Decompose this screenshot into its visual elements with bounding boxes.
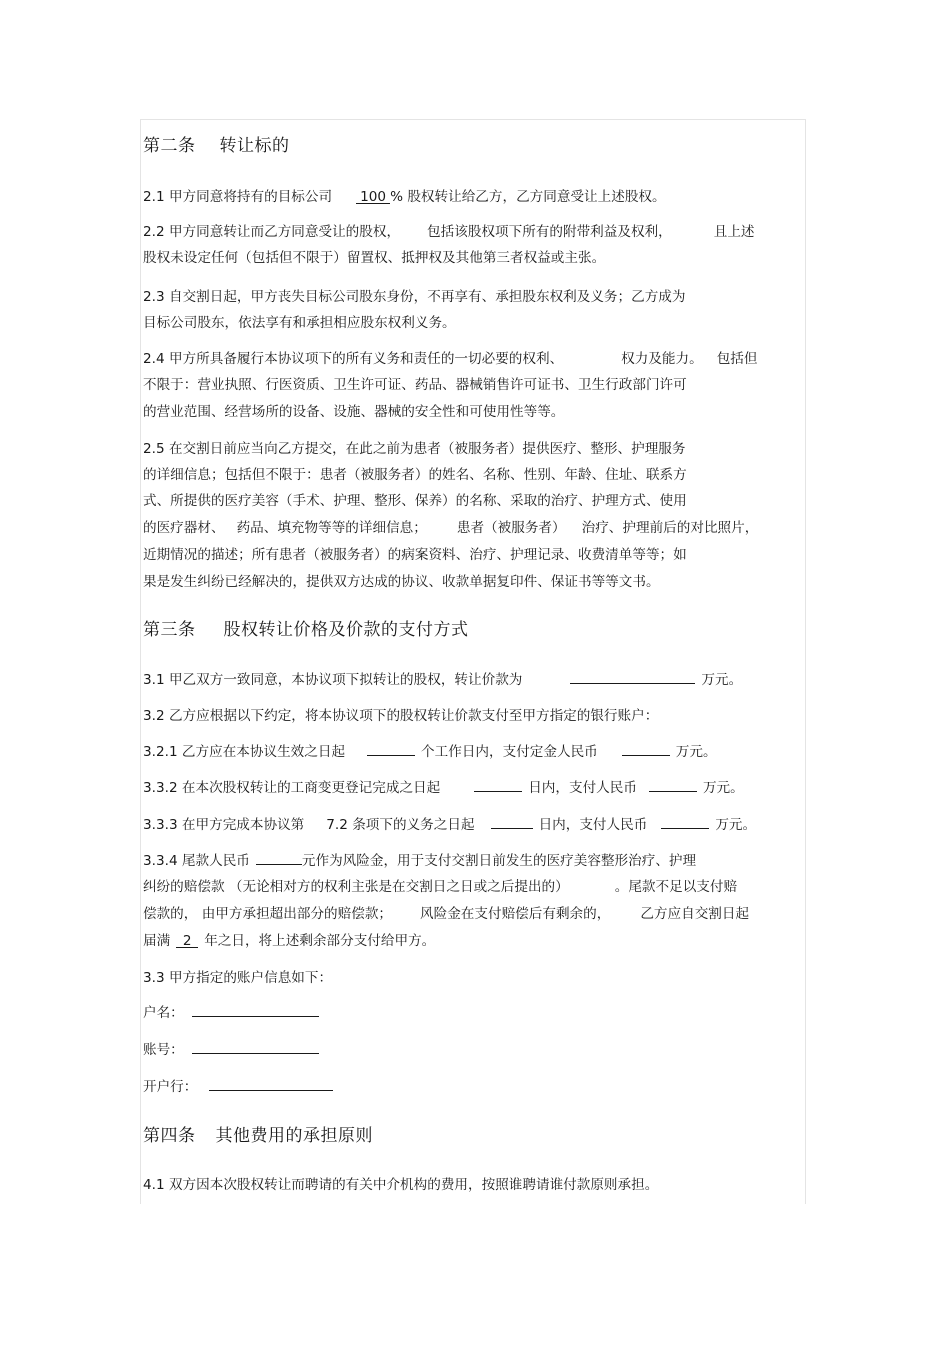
clause-2-4-line2: 不限于：营业执照、行医资质、卫生许可证、药品、器械销售许可证书、卫生行政部门许可: [143, 377, 687, 393]
article-2-title: 转让标的: [219, 136, 290, 156]
clause-3-3-3: 3.3.3 在甲方完成本协议第 7.2 条项下的义务之日起 日内，支付人民币 万元。: [143, 813, 756, 833]
account-name-label: 户名：: [143, 1005, 184, 1021]
clause-2-5-line4: 的医疗器材、 药品、填充物等等的详细信息； 患者（被服务者） 治疗、护理前后的对比照片，: [143, 520, 759, 536]
clause-2-3-line1: 2.3 自交割日起，甲方丧失目标公司股东身份，不再享有、承担股东权利及义务；乙方成为: [143, 289, 686, 305]
clause-2-5-line3: 式、所提供的医疗美容（手术、护理、整形、保养）的名称、采取的治疗、护理方式、使用: [143, 493, 687, 509]
final-payment-blank: [256, 850, 302, 865]
account-number-blank: [192, 1039, 319, 1054]
clause-3-1: 3.1 甲乙双方一致同意，本协议项下拟转让的股权，转让价款为 万元。: [143, 668, 742, 688]
clause-3-3-4-line3: 偿款的， 由甲方承担超出部分的赔偿款； 风险金在支付赔偿后有剩余的， 乙方应自交割日起: [143, 906, 750, 922]
clause-3-3-4-line4: 届满 2 年之日，将上述剩余部分支付给甲方。: [143, 933, 436, 949]
bank-row: [143, 1075, 333, 1095]
article-3-heading: [143, 615, 469, 640]
amount-blank-1: [649, 777, 697, 792]
clause-2-2-line2: 股权未设定任何（包括但不限于）留置权、抵押权及其他第三者权益或主张。: [143, 250, 606, 266]
clause-2-4-line1: 2.4 甲方所具备履行本协议项下的所有义务和责任的一切必要的权利、 权力及能力。 包括但: [143, 351, 758, 367]
amount-blank-2: [661, 814, 709, 829]
clause-2-5-line6: 果是发生纠纷已经解决的，提供双方达成的协议、收款单据复印件、保证书等等文书。: [143, 574, 660, 590]
workdays-blank: [367, 741, 415, 756]
account-number-row: [143, 1038, 319, 1058]
article-2-number: 第二条: [143, 136, 196, 156]
clause-3-3-2: 3.3.2 在本次股权转让的工商变更登记完成之日起 日内，支付人民币 万元。: [143, 776, 744, 796]
days-blank-1: [474, 777, 522, 792]
clause-2-3-line2: 目标公司股东，依法享有和承担相应股东权利义务。: [143, 315, 456, 331]
clause-3-2: 3.2 乙方应根据以下约定，将本协议项下的股权转让价款支付至甲方指定的银行账户：: [143, 708, 659, 724]
article-4-number: 第四条: [143, 1126, 196, 1146]
clause-3-3-4-line2: 纠纷的赔偿款 （无论相对方的权利主张是在交割日之日或之后提出的） 。尾款不足以支付赔: [143, 879, 738, 895]
percent-blank: 100: [356, 189, 390, 204]
clause-3-3-4-line1: 3.3.4 尾款人民币 元作为风险金，用于支付交割日前发生的医疗美容整形治疗、护理: [143, 849, 696, 869]
account-number-label: 账号：: [143, 1042, 184, 1058]
clause-2-2-line1: 2.2 甲方同意转让而乙方同意受让的股权， 包括该股权项下所有的附带利益及权利， 且上述: [143, 224, 755, 240]
days-blank-2: [491, 814, 533, 829]
clause-2-4-line3: 的营业范围、经营场所的设备、设施、器械的安全性和可使用性等等。: [143, 404, 565, 420]
article-4-heading: [143, 1121, 373, 1146]
clause-2-5-line1: 2.5 在交割日前应当向乙方提交，在此之前为患者（被服务者）提供医疗、整形、护理服务: [143, 441, 686, 457]
account-name-row: [143, 1001, 319, 1021]
article-3-number: 第三条: [143, 620, 196, 640]
clause-2-1: 2.1 甲方同意将持有的目标公司 100 % 股权转让给乙方，乙方同意受让上述股权。: [143, 189, 666, 205]
account-name-blank: [192, 1002, 319, 1017]
years-blank: 2: [176, 933, 198, 948]
article-2-heading: [143, 131, 290, 156]
clause-3-2-1: 3.2.1 乙方应在本协议生效之日起 个工作日内，支付定金人民币 万元。: [143, 740, 717, 760]
article-3-title: 股权转让价格及价款的支付方式: [223, 620, 469, 640]
clause-3-3: 3.3 甲方指定的账户信息如下：: [143, 970, 333, 986]
price-blank: [570, 669, 695, 684]
clause-4-1: 4.1 双方因本次股权转让而聘请的有关中介机构的费用，按照谁聘请谁付款原则承担。: [143, 1177, 659, 1193]
clause-2-5-line2: 的详细信息；包括但不限于：患者（被服务者）的姓名、名称、性别、年龄、住址、联系方: [143, 467, 687, 483]
clause-2-5-line5: 近期情况的描述；所有患者（被服务者）的病案资料、治疗、护理记录、收费清单等等；如: [143, 547, 687, 563]
deposit-blank: [622, 741, 670, 756]
article-4-title: 其他费用的承担原则: [215, 1126, 373, 1146]
bank-blank: [209, 1076, 333, 1091]
bank-label: 开户行：: [143, 1079, 198, 1095]
